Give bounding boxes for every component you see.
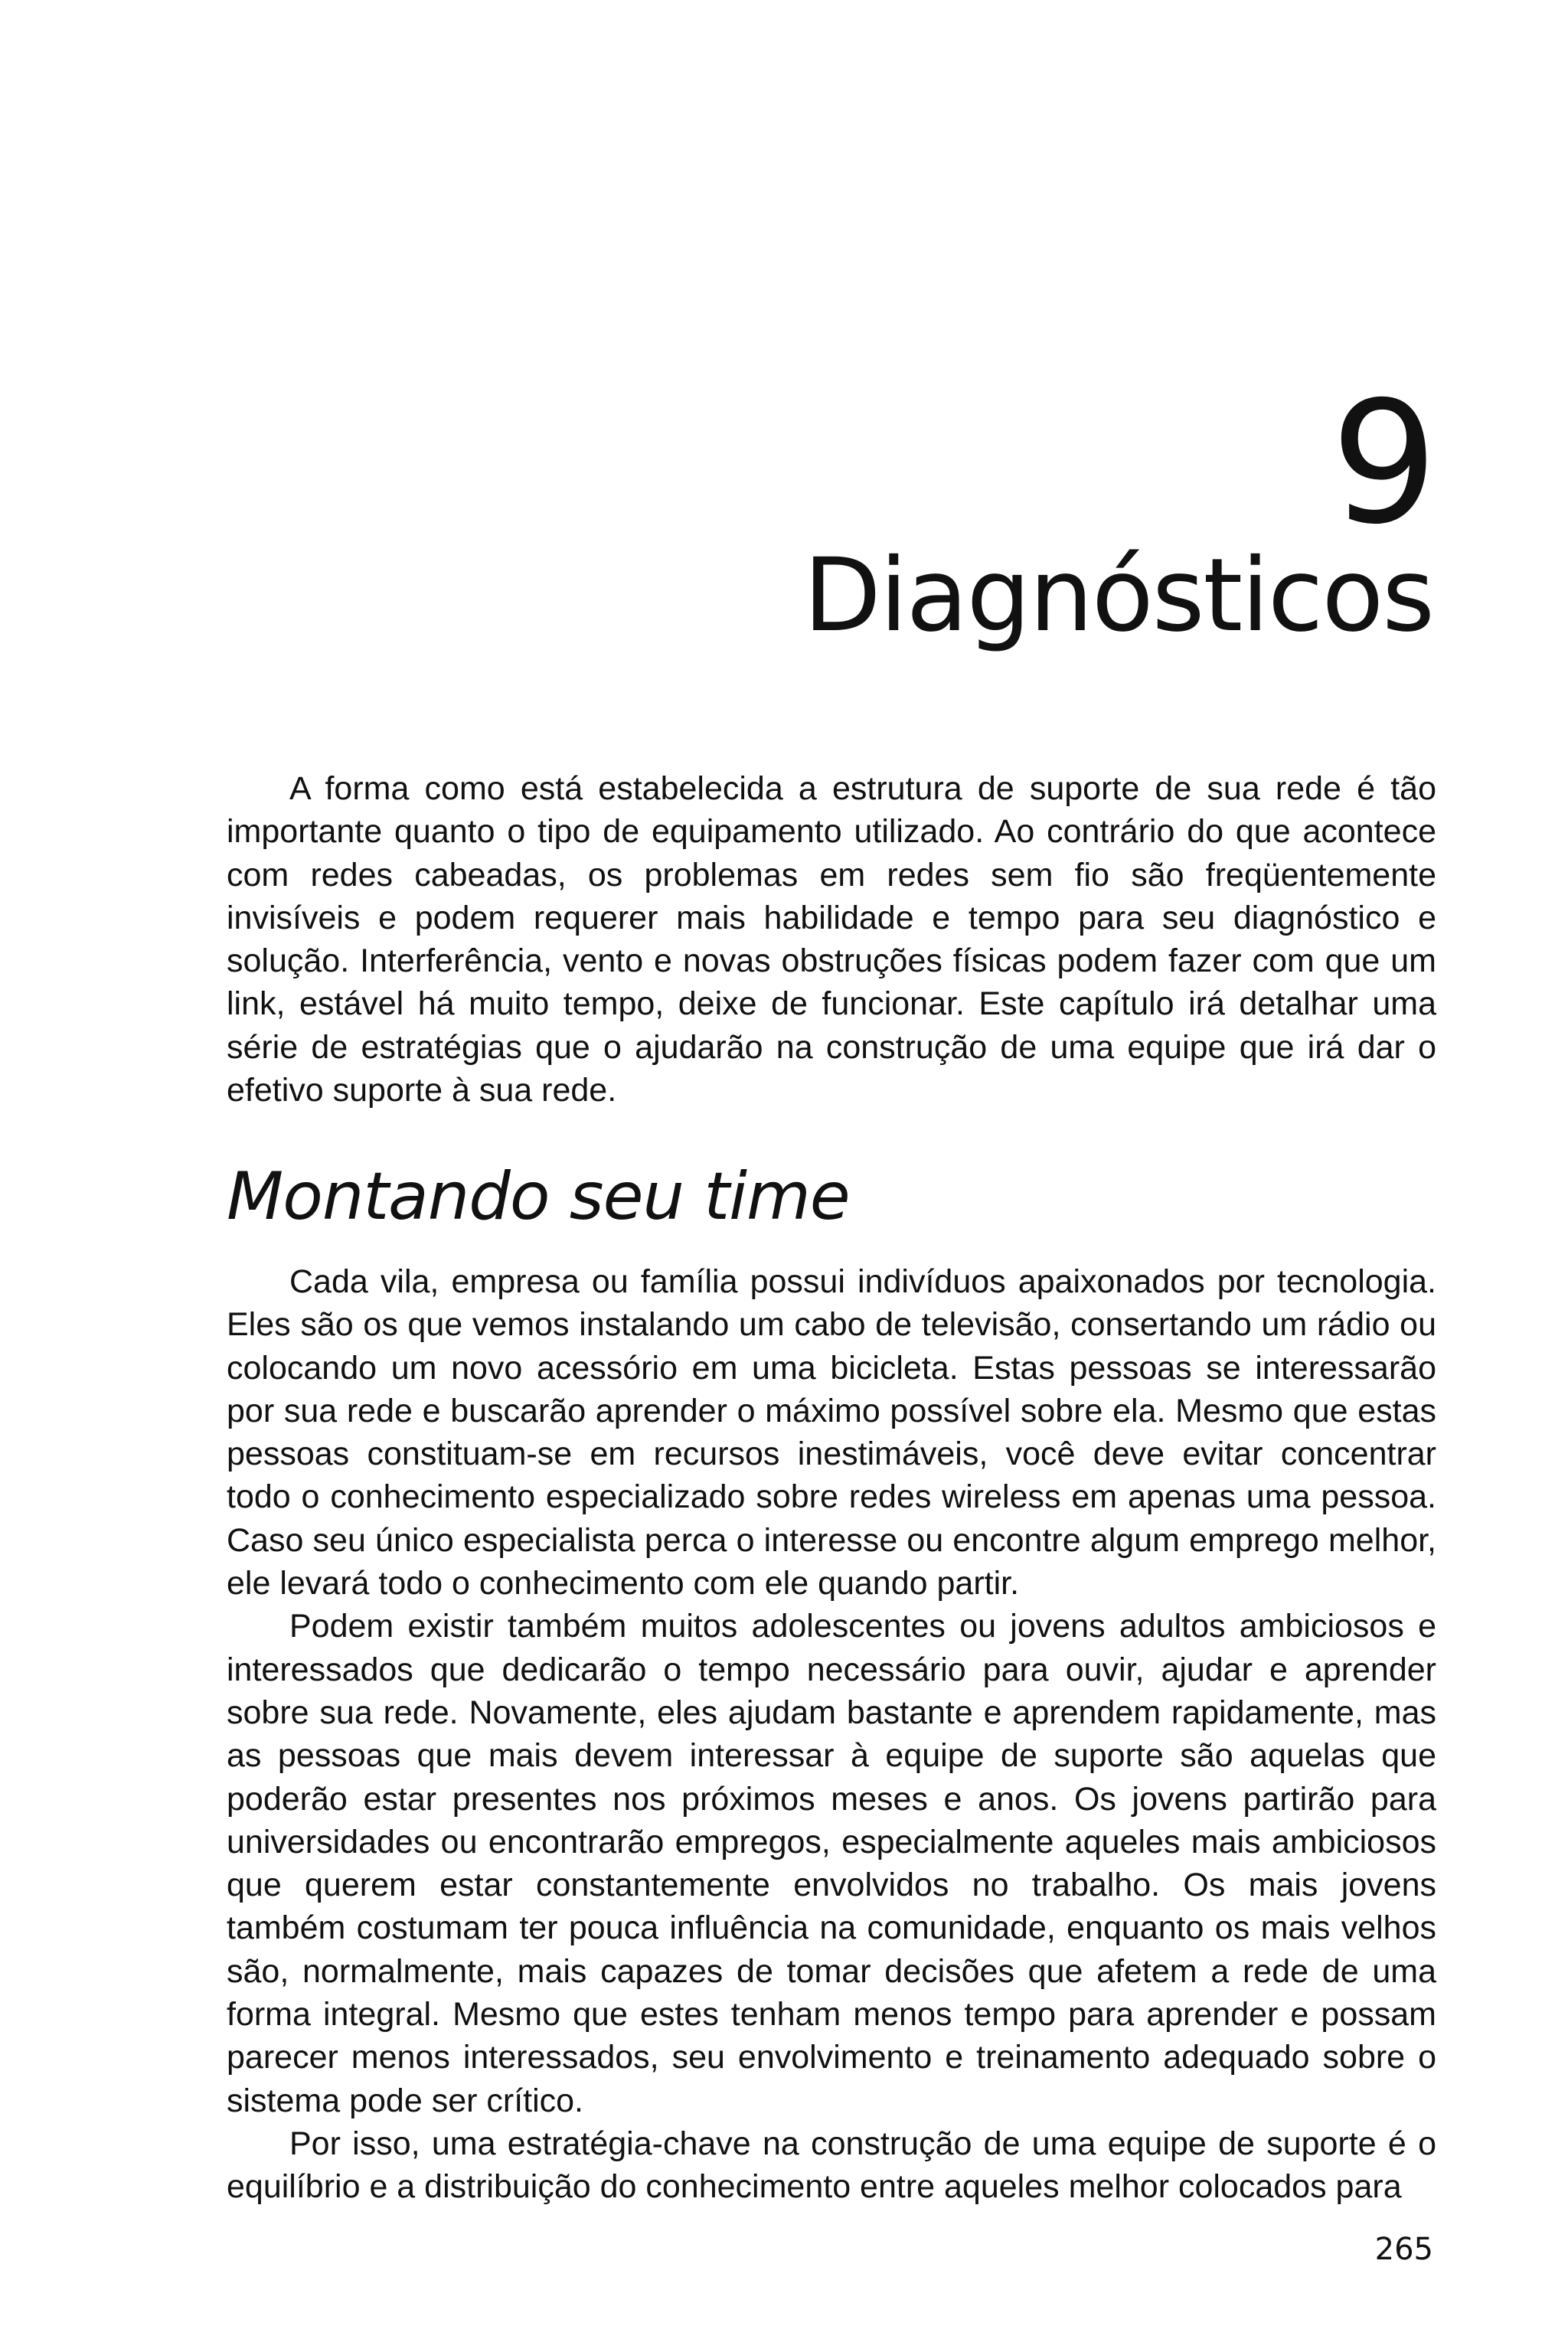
section-paragraph: Por isso, uma estratégia-chave na construção de uma equipe de suporte é o equilíbrio e a distribuição do conhecimento entre aqueles melhor colocados para <box>227 2125 1436 2206</box>
intro-paragraph: A forma como está estabelecida a estrutura de suporte de sua rede é tão importante quanto o tipo de equipamento utilizado. Ao contrário do que acontece com redes cabeadas, os problemas em redes sem fio são freqüentemente invisíveis e podem requerer mais habilidade e tempo para seu diagnóstico e solução. Interferência, vento e novas obstruções físicas podem fazer com que um link, estável há muito tempo, deixe de funcionar. Este capítulo irá detalhar uma série de estratégias que o ajudarão na construção de uma equipe que irá dar o efetivo suporte à sua rede. <box>227 770 1436 1109</box>
chapter-number: 9 <box>1331 365 1436 561</box>
page-number: 265 <box>1374 2232 1433 2267</box>
section-paragraph: Cada vila, empresa ou família possui indivíduos apaixonados por tecnologia. Eles são os que vemos instalando um cabo de televisão, consertando um rádio ou colocando um novo acessório em uma bicicleta. Estas pessoas se interessarão por sua rede e buscarão aprender o máximo possível sobre ela. Mesmo que estas pessoas constituam-se em recursos inestimáveis, você deve evitar concentrar todo o conhecimento especializado sobre redes wireless em apenas uma pessoa. Caso seu único especialista perca o interesse ou encontre algum emprego melhor, ele levará todo o conhecimento com ele quando partir. <box>227 1263 1436 1602</box>
intro-text <box>227 767 1436 1112</box>
section-body <box>227 1260 1436 2206</box>
section-paragraph: Podem existir também muitos adolescentes ou jovens adultos ambiciosos e interessados que dedicarão o tempo necessário para ouvir, ajudar e aprender sobre sua rede. Novamente, eles ajudam bastante e aprendem rapidamente, mas as pessoas que mais devem interessar à equipe de suporte são aquelas que poderão estar presentes nos próximos meses e anos. Os jovens partirão para universidades ou encontrarão empregos, especialmente aqueles mais ambiciosos que querem estar constantemente envolvidos no trabalho. Os mais jovens também costumam ter pouca influência na comunidade, enquanto os mais velhos são, normalmente, mais capazes de tomar decisões que afetem a rede de uma forma integral. Mesmo que estes tenham menos tempo para aprender e possam parecer menos interessados, seu envolvimento e treinamento adequado sobre o sistema pode ser crítico. <box>227 1608 1436 2119</box>
section-heading: Montando seu time <box>227 1158 850 1235</box>
chapter-title: Diagnósticos <box>803 537 1433 655</box>
